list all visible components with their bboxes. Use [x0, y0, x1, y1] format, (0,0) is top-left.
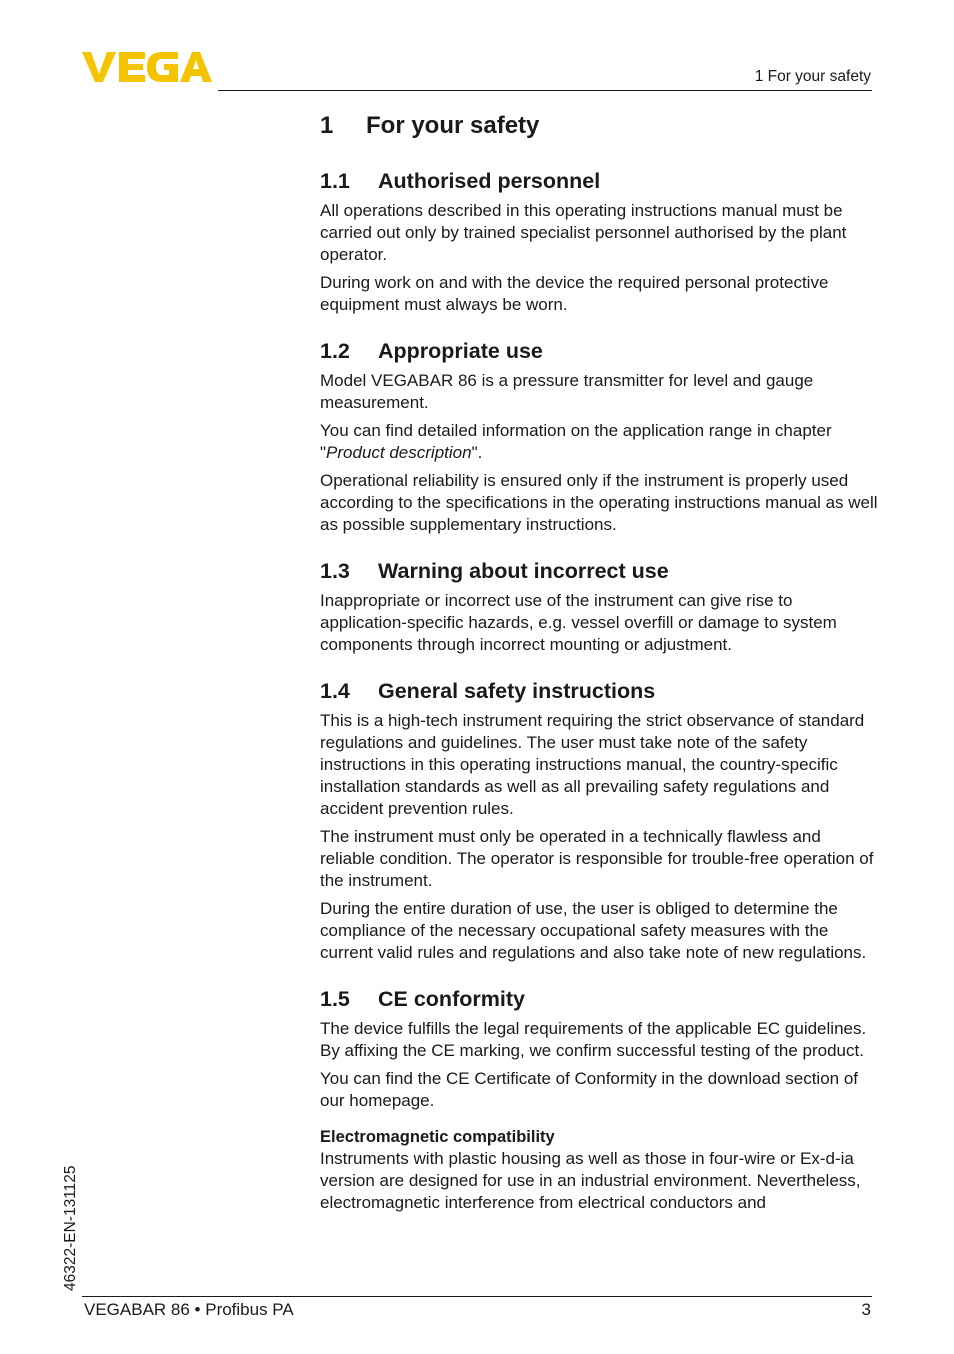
vega-logo	[82, 50, 212, 84]
chapter-title-text: For your safety	[366, 112, 540, 139]
chapter-number: 1	[320, 112, 334, 139]
footer-document-title: VEGABAR 86 • Profibus PA	[84, 1300, 294, 1319]
section-number: 1.5	[320, 987, 350, 1011]
section-heading	[320, 166, 880, 196]
header-divider	[218, 90, 872, 91]
subheading-emc: Electromagnetic compatibility	[320, 1128, 555, 1146]
section-number: 1.2	[320, 339, 350, 363]
paragraph: Model VEGABAR 86 is a pressure transmitter for level and gauge measurement.	[320, 371, 814, 412]
paragraph: Inappropriate or incorrect use of the instrument can give rise to application-specific hazards, e.g. vessel overfill or damage to system components through incorrect mounting or adjustment.	[320, 591, 837, 654]
section-ce-conformity	[320, 984, 880, 1214]
paragraph: The instrument must only be operated in a technically flawless and reliable condition. The operator is responsible for trouble-free operation of the instrument.	[320, 827, 874, 890]
section-heading	[320, 336, 880, 366]
section-number: 1.1	[320, 169, 350, 193]
footer-divider	[82, 1296, 872, 1297]
page-number: 3	[861, 1300, 871, 1319]
chapter-reference: Product description	[326, 443, 472, 462]
paragraph: During the entire duration of use, the user is obliged to determine the compliance of the necessary occupational safety measures with the current valid rules and regulations and also take note of new regulations.	[320, 899, 867, 962]
section-appropriate-use	[320, 336, 880, 536]
section-warning-incorrect-use	[320, 556, 880, 656]
section-title: Warning about incorrect use	[378, 559, 669, 583]
section-title: General safety instructions	[378, 679, 656, 703]
section-title: Appropriate use	[378, 339, 543, 363]
section-title: CE conformity	[378, 987, 525, 1011]
section-heading	[320, 676, 880, 706]
paragraph: All operations described in this operating instructions manual must be carried out only by trained specialist personnel authorised by the plant operator.	[320, 201, 847, 264]
paragraph: Instruments with plastic housing as well as those in four-wire or Ex-d-ia version are designed for use in an industrial environment. Nevertheless, electromagnetic interference from electrical conductors and	[320, 1149, 861, 1212]
section-authorised-personnel	[320, 166, 880, 316]
section-heading	[320, 984, 880, 1014]
document-id: 46322-EN-131125	[62, 1165, 79, 1291]
chapter-title	[320, 108, 880, 144]
section-title: Authorised personnel	[378, 169, 601, 193]
paragraph: The device fulfills the legal requirements of the applicable EC guidelines. By affixing the CE marking, we confirm successful testing of the product.	[320, 1019, 867, 1060]
paragraph: During work on and with the device the required personal protective equipment must always be worn.	[320, 273, 829, 314]
section-number: 1.3	[320, 559, 350, 583]
running-header: 1 For your safety	[754, 68, 871, 85]
paragraph: This is a high-tech instrument requiring the strict observance of standard regulations and guidelines. The user must take note of the safety instructions in this operating instructions manual, the country-specific installation standards as well as all prevailing safety regulations and accident prevention rules.	[320, 711, 865, 818]
section-general-safety	[320, 676, 880, 964]
reference-suffix: ".	[471, 443, 483, 462]
section-number: 1.4	[320, 679, 350, 703]
main-content	[320, 108, 880, 1234]
paragraph: Operational reliability is ensured only if the instrument is properly used according to the specifications in the operating instructions manual as well as possible supplementary instructions.	[320, 471, 878, 534]
section-heading	[320, 556, 880, 586]
paragraph: You can find the CE Certificate of Conformity in the download section of our homepage.	[320, 1069, 859, 1110]
paragraph-text: You can find detailed information on the application range in chapter "	[320, 421, 832, 462]
paragraph	[320, 420, 880, 464]
